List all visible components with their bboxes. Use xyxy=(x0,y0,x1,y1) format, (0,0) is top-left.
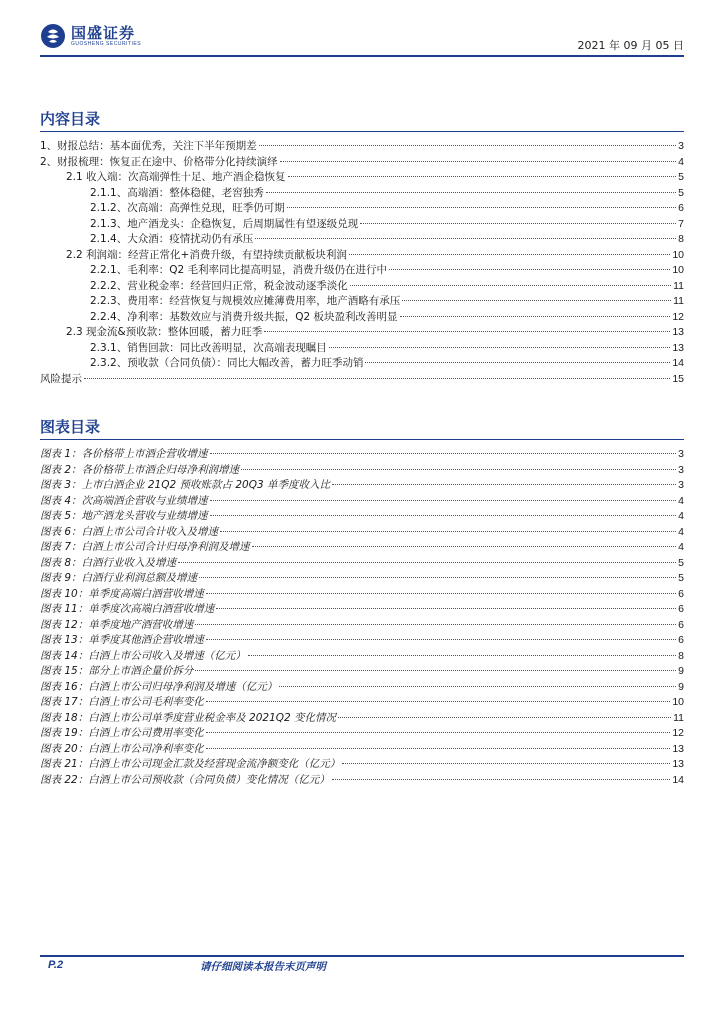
toc-entry[interactable] xyxy=(40,201,684,217)
toc-entry[interactable] xyxy=(40,525,684,541)
toc-entry-page: 4 xyxy=(678,510,684,522)
dot-leader xyxy=(342,763,670,764)
toc-entry[interactable] xyxy=(40,633,684,649)
contents-title: 内容目录 xyxy=(40,110,101,128)
company-logo xyxy=(40,22,155,50)
toc-entry-page: 13 xyxy=(672,341,684,354)
toc-entry-title: 2.1.1、高端酒：整体稳健，老窖独秀 xyxy=(90,186,264,199)
dot-leader xyxy=(279,686,676,687)
toc-entry-page: 7 xyxy=(678,217,684,230)
dot-leader xyxy=(332,484,676,485)
dot-leader xyxy=(206,732,671,733)
dot-leader xyxy=(400,316,671,317)
dot-leader xyxy=(287,207,676,208)
dot-leader xyxy=(206,748,671,749)
logo-text: 国盛证券 xyxy=(71,23,136,42)
dot-leader xyxy=(288,176,677,177)
dot-leader xyxy=(195,624,676,625)
dot-leader xyxy=(248,655,676,656)
toc-entry-page: 4 xyxy=(678,494,684,507)
toc-entry-title: 风险提示 xyxy=(40,372,82,385)
dot-leader xyxy=(329,347,671,348)
toc-entry-title: 2.2.3、费用率：经营恢复与规模效应摊薄费用率，地产酒略有承压 xyxy=(90,295,401,307)
toc-entry-title: 2.3 现金流&预收款：整体回暖，蓄力旺季 xyxy=(66,326,263,338)
toc-entry-page: 8 xyxy=(678,649,684,662)
figures-divider xyxy=(40,439,684,440)
dot-leader xyxy=(255,238,676,239)
header-divider xyxy=(40,55,684,57)
figures-title: 图表目录 xyxy=(40,418,101,436)
toc-entry[interactable] xyxy=(40,478,684,494)
toc-entry-title: 图表 13：单季度其他酒企营收增速 xyxy=(40,634,204,646)
toc-entry-title: 图表 1：各价格带上市酒企营收增速 xyxy=(40,448,208,460)
toc-entry[interactable] xyxy=(40,773,684,789)
toc-entry-page: 3 xyxy=(678,463,684,476)
toc-entry-page: 13 xyxy=(672,742,684,755)
toc-entry[interactable] xyxy=(40,618,684,634)
contents-divider xyxy=(40,131,684,132)
toc-entry[interactable] xyxy=(40,170,684,186)
toc-entry[interactable] xyxy=(40,279,684,295)
toc-entry-page: 6 xyxy=(678,634,684,646)
toc-entry[interactable] xyxy=(40,447,684,463)
toc-entry[interactable] xyxy=(40,463,684,479)
dot-leader xyxy=(350,285,671,286)
dot-leader xyxy=(206,593,676,594)
toc-entry-page: 6 xyxy=(678,202,684,214)
toc-entry-page: 11 xyxy=(673,711,684,724)
dot-leader xyxy=(210,500,677,501)
contents-list xyxy=(40,139,684,387)
toc-entry-page: 8 xyxy=(678,233,684,245)
toc-entry[interactable] xyxy=(40,341,684,357)
dot-leader xyxy=(402,300,671,301)
toc-entry-page: 12 xyxy=(672,727,684,739)
dot-leader xyxy=(241,469,676,470)
toc-entry[interactable] xyxy=(40,540,684,556)
toc-entry[interactable] xyxy=(40,248,684,264)
toc-entry-page: 14 xyxy=(672,773,684,786)
toc-entry[interactable] xyxy=(40,139,684,155)
toc-entry-page: 12 xyxy=(672,310,684,323)
toc-entry-title: 图表 12：单季度地产酒营收增速 xyxy=(40,618,194,631)
toc-entry-page: 5 xyxy=(678,572,684,584)
dot-leader xyxy=(199,577,676,578)
toc-entry[interactable] xyxy=(40,556,684,572)
toc-entry-title: 2.3.2、预收款（合同负债）：同比大幅改善，蓄力旺季动销 xyxy=(90,357,364,369)
toc-entry-page: 11 xyxy=(673,279,684,292)
toc-entry-title: 图表 17：白酒上市公司毛利率变化 xyxy=(40,696,204,708)
toc-entry-title: 2.1.3、地产酒龙头：企稳恢复，后周期属性有望逐级兑现 xyxy=(90,217,359,230)
toc-entry-page: 10 xyxy=(672,264,684,276)
toc-entry[interactable] xyxy=(40,509,684,525)
toc-entry-title: 图表 21：白酒上市公司现金汇款及经营现金流净额变化（亿元） xyxy=(40,758,341,770)
footer-divider xyxy=(40,955,684,957)
toc-entry-title: 图表 16：白酒上市公司归母净利润及增速（亿元） xyxy=(40,680,278,693)
toc-entry[interactable] xyxy=(40,602,684,618)
toc-entry[interactable] xyxy=(40,494,684,510)
toc-entry-title: 图表 2：各价格带上市酒企归母净利润增速 xyxy=(40,463,240,476)
toc-entry-title: 1、财报总结：基本面优秀，关注下半年预期差 xyxy=(40,140,257,152)
toc-entry-page: 15 xyxy=(672,372,684,385)
logo-subtext: GUOSHENG SECURITIES xyxy=(71,40,142,47)
toc-entry[interactable] xyxy=(40,664,684,680)
toc-entry-title: 2.3.1、销售回款：同比改善明显，次高端表现瞩目 xyxy=(90,341,327,354)
dot-leader xyxy=(360,223,676,224)
toc-entry[interactable] xyxy=(40,726,684,742)
toc-entry[interactable] xyxy=(40,372,684,388)
toc-entry[interactable] xyxy=(40,356,684,372)
toc-entry[interactable] xyxy=(40,711,684,727)
toc-entry[interactable] xyxy=(40,155,684,171)
dot-leader xyxy=(264,331,670,332)
toc-entry-page: 4 xyxy=(678,541,684,553)
toc-entry-page: 6 xyxy=(678,618,684,631)
toc-entry-title: 图表 18：白酒上市公司单季度营业税金率及 2021Q2 变化情况 xyxy=(40,711,337,724)
dot-leader xyxy=(389,269,670,270)
toc-entry-title: 图表 14：白酒上市公司收入及增速（亿元） xyxy=(40,649,246,662)
toc-entry-title: 图表 11：单季度次高端白酒营收增速 xyxy=(40,603,215,615)
toc-entry-page: 10 xyxy=(672,248,684,261)
dot-leader xyxy=(206,639,676,640)
footer-disclaimer: 请仔细阅读本报告末页声明 xyxy=(200,961,326,973)
dot-leader xyxy=(365,362,670,363)
toc-entry-title: 图表 7：白酒上市公司合计归母净利润及增速 xyxy=(40,541,250,553)
toc-entry-title: 图表 5：地产酒龙头营收与业绩增速 xyxy=(40,510,208,522)
toc-entry-title: 图表 22：白酒上市公司预收款（合同负债）变化情况（亿元） xyxy=(40,773,330,786)
page-number: P.2 xyxy=(48,959,64,971)
toc-entry-title: 图表 4：次高端酒企营收与业绩增速 xyxy=(40,494,208,507)
dot-leader xyxy=(210,515,677,516)
toc-entry[interactable] xyxy=(40,587,684,603)
toc-entry-page: 13 xyxy=(672,758,684,770)
dot-leader xyxy=(195,670,676,671)
toc-entry[interactable] xyxy=(40,680,684,696)
toc-entry[interactable] xyxy=(40,649,684,665)
toc-entry[interactable] xyxy=(40,742,684,758)
toc-entry-page: 5 xyxy=(678,556,684,569)
toc-entry-page: 4 xyxy=(678,155,684,168)
dot-leader xyxy=(280,161,676,162)
toc-entry[interactable] xyxy=(40,186,684,202)
toc-entry-title: 2.1 收入端：次高端弹性十足、地产酒企稳恢复 xyxy=(66,171,286,183)
toc-entry-page: 3 xyxy=(678,140,684,152)
toc-entry-title: 图表 6：白酒上市公司合计收入及增速 xyxy=(40,525,219,538)
dot-leader xyxy=(332,779,671,780)
toc-entry-title: 图表 20：白酒上市公司净利率变化 xyxy=(40,742,204,755)
toc-entry-page: 9 xyxy=(678,680,684,693)
toc-entry-title: 图表 19：白酒上市公司费用率变化 xyxy=(40,727,204,739)
toc-entry-page: 5 xyxy=(678,171,684,183)
toc-entry-title: 2.1.2、次高端：高弹性兑现，旺季仍可期 xyxy=(90,202,285,214)
toc-entry[interactable] xyxy=(40,217,684,233)
dot-leader xyxy=(266,192,676,193)
toc-entry[interactable] xyxy=(40,571,684,587)
toc-entry-page: 5 xyxy=(678,186,684,199)
toc-entry-page: 3 xyxy=(678,448,684,460)
dot-leader xyxy=(84,378,670,379)
report-date: 2021 年 09 月 05 日 xyxy=(577,39,684,52)
toc-entry-title: 2、财报梳理：恢复正在途中、价格带分化持续演绎 xyxy=(40,155,278,168)
toc-entry-page: 14 xyxy=(672,357,684,369)
toc-entry[interactable] xyxy=(40,757,684,773)
dot-leader xyxy=(178,562,676,563)
dot-leader xyxy=(259,145,676,146)
dot-leader xyxy=(216,608,676,609)
toc-entry[interactable] xyxy=(40,232,684,248)
dot-leader xyxy=(252,546,677,547)
toc-entry[interactable] xyxy=(40,695,684,711)
dot-leader xyxy=(220,531,676,532)
toc-entry-title: 2.2.1、毛利率：Q2 毛利率同比提高明显，消费升级仍在进行中 xyxy=(90,264,387,276)
toc-entry-title: 2.2.4、净利率：基数效应与消费升级共振，Q2 板块盈利改善明显 xyxy=(90,310,398,323)
toc-entry-title: 2.1.4、大众酒：疫情扰动仍有承压 xyxy=(90,233,254,245)
toc-entry-title: 图表 8：白酒行业收入及增速 xyxy=(40,556,177,569)
toc-entry-page: 4 xyxy=(678,525,684,538)
toc-entry-page: 3 xyxy=(678,479,684,491)
toc-entry[interactable] xyxy=(40,263,684,279)
toc-entry[interactable] xyxy=(40,310,684,326)
toc-entry-title: 图表 15：部分上市酒企量价拆分 xyxy=(40,665,194,677)
toc-entry-page: 11 xyxy=(673,295,684,307)
figures-list xyxy=(40,447,684,788)
toc-entry-page: 10 xyxy=(672,696,684,708)
page-header xyxy=(0,0,724,60)
dot-leader xyxy=(206,701,671,702)
dot-leader xyxy=(349,254,670,255)
dot-leader xyxy=(210,453,677,454)
toc-entry-title: 图表 9：白酒行业利润总额及增速 xyxy=(40,572,198,584)
logo-mark-icon xyxy=(40,23,66,49)
toc-entry[interactable] xyxy=(40,294,684,310)
dot-leader xyxy=(338,717,671,718)
toc-entry-title: 图表 10：单季度高端白酒营收增速 xyxy=(40,587,204,600)
toc-entry-page: 9 xyxy=(678,665,684,677)
toc-entry-title: 2.2 利润端：经营正常化+消费升级，有望持续贡献板块利润 xyxy=(66,248,347,261)
toc-entry-page: 13 xyxy=(672,326,684,338)
toc-entry-title: 2.2.2、营业税金率：经营回归正常，税金波动逐季淡化 xyxy=(90,279,348,292)
toc-entry-title: 图表 3：上市白酒企业 21Q2 预收账款占 20Q3 单季度收入比 xyxy=(40,479,330,491)
toc-entry-page: 6 xyxy=(678,603,684,615)
toc-entry-page: 6 xyxy=(678,587,684,600)
toc-entry[interactable] xyxy=(40,325,684,341)
